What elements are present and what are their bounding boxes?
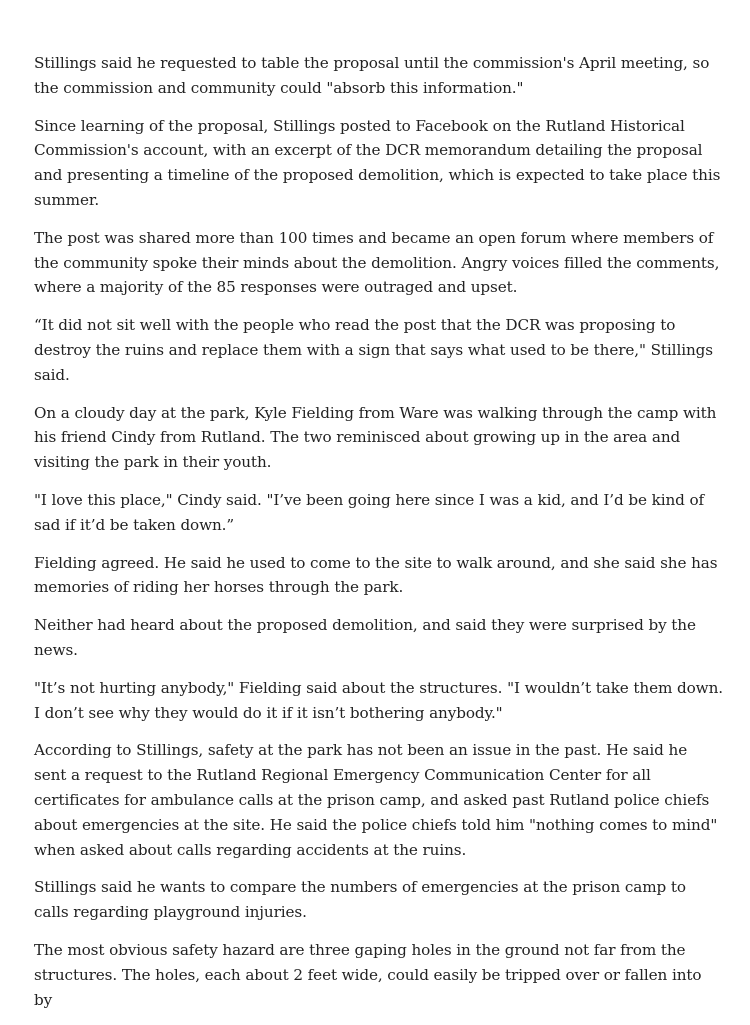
- article-paragraph-4: “It did not sit well with the people who read the post that the DCR was proposing to destroy the ruins and replace them with a sign that says what used to be there," Stillings said.: [34, 316, 713, 384]
- article-paragraph-3: The post was shared more than 100 times and became an open forum where members of the community spoke their minds about the demolition. Angry voices filled the comments, where a majority of the 85 responses were outraged and upset.: [34, 228, 720, 297]
- article-paragraph-6: "I love this place," Cindy said. "I’ve been going here since I was a kid, and I’d be kind of sad if it’d be taken down.”: [34, 490, 705, 534]
- article-body: [34, 51, 724, 1025]
- article-paragraph-10: According to Stillings, safety at the park has not been an issue in the past. He said he sent a request to the Rutland Regional Emergency Communication Center for all certificates for ambulance calls at the prison camp, and asked past Rutland police chiefs about emergencies at the site. He said the police chiefs told him "nothing comes to mind" when asked about calls regarding accidents at the ruins.: [34, 741, 718, 859]
- article-paragraph-8: Neither had heard about the proposed demolition, and said they were surprised by the news.: [34, 616, 696, 659]
- article-paragraph-12: The most obvious safety hazard are three gaping holes in the ground not far from the structures. The holes, each about 2 feet wide, could easily be tripped over or fallen into by: [34, 940, 702, 1009]
- article-paragraph-5: On a cloudy day at the park, Kyle Fielding from Ware was walking through the camp with his friend Cindy from Rutland. The two reminisced about growing up in the area and visiting the park in their youth.: [34, 403, 717, 472]
- article-paragraph-2: Since learning of the proposal, Stillings posted to Facebook on the Rutland Historical Commission's account, with an excerpt of the DCR memorandum detailing the proposal and presenting a timeline of the proposed demolition, which is expected to take place this summer.: [34, 116, 721, 209]
- article-paragraph-11: Stillings said he wants to compare the numbers of emergencies at the prison camp to calls regarding playground injuries.: [34, 878, 686, 922]
- article-paragraph-9: "It’s not hurting anybody," Fielding said about the structures. "I wouldn’t take them down. I don’t see why they would do it if it isn’t bothering anybody.": [34, 678, 723, 722]
- article-paragraph-1: Stillings said he requested to table the proposal until the commission's April meeting, so the commission and community could "absorb this information.": [34, 54, 710, 97]
- article-paragraph-7: Fielding agreed. He said he used to come to the site to walk around, and she said she has memories of riding her horses through the park.: [34, 553, 718, 597]
